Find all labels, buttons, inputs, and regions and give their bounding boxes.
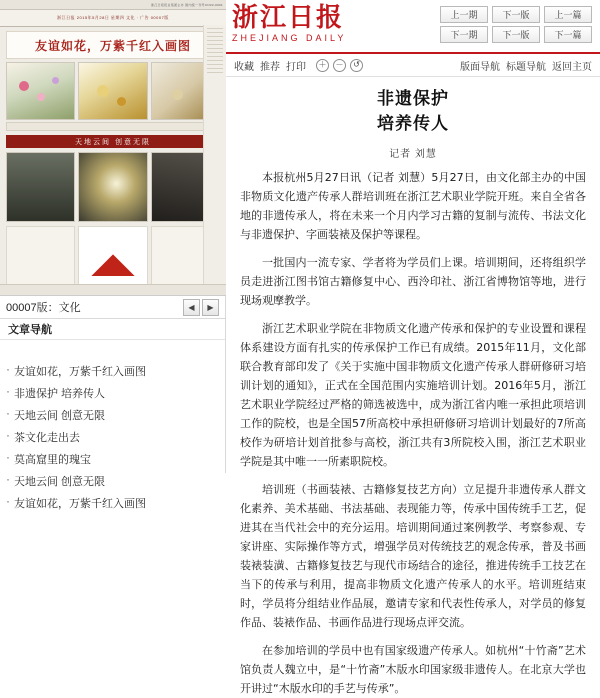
list-item[interactable]: · 天地云间 创意无限 — [0, 404, 225, 426]
thumbnail-section-band — [6, 135, 220, 148]
thumbnail-section-band-text: 天地云间 创意无限 — [75, 138, 151, 146]
article-container — [226, 77, 600, 698]
right-panel — [226, 0, 600, 695]
thumbnail-headline-box — [6, 31, 220, 59]
toc-heading: 文章导航 — [0, 319, 225, 340]
zoom-out-icon[interactable]: － — [333, 59, 346, 72]
page-meta-bar — [0, 296, 225, 319]
next-article-button[interactable]: 下一篇 — [544, 26, 592, 43]
page-navigation-link[interactable]: 版面导航 — [460, 61, 500, 73]
zoom-reset-icon[interactable]: ↺ — [350, 59, 363, 72]
prev-page-icon[interactable]: ◀ — [183, 299, 200, 316]
prev-edition-button[interactable]: 下一版 — [492, 6, 540, 23]
newspaper-page-thumbnail[interactable] — [0, 0, 226, 296]
zoom-controls — [316, 59, 363, 72]
article-toolbar — [226, 54, 600, 77]
toc-list — [0, 356, 225, 514]
masthead-title-cn: 浙江日报 — [232, 3, 345, 33]
page-nav-buttons — [183, 299, 219, 316]
article-paragraph: 在参加培训的学员中也有国家级遗产传承人。如杭州“十竹斋”艺术馆负责人魏立中，是“十竹斋”木版水印国家级非遗传人。在北京大学也开讲过“木版水印的手艺与传承”。 — [240, 644, 586, 695]
article-paragraph: 一批国内一流专家、学者将为学员们上课。培训期间，还将组织学员走进浙江图书馆古籍修复中心、西泠印社、浙江省博物馆等地，进行现场观摩教学。 — [240, 256, 586, 307]
thumbnail-top-bar — [0, 0, 226, 10]
thumbnail-lower-area — [0, 222, 226, 292]
toolbar-right-links — [460, 58, 592, 73]
thumbnail-photo-flowers — [6, 62, 75, 120]
thumbnail-masthead-text: 浙江日报 2015年5月28日 星期四 文化 · 广告 00007版 — [57, 15, 169, 20]
thumbnail-grid-photo-1 — [6, 152, 75, 222]
article-paragraph: 浙江艺术职业学院在非物质文化遗产传承和保护的专业设置和课程体系建设方面有扎实的传承保护工作已有成绩。2015年11月，文化部联合教育部印发了《关于实施中国非物质文化遗产传承人群研修研习培训计划的通知》，正式在全国范围内实施培训计划。2016年5月，浙江艺术职业学院经过严格的筛选被选中，成为浙江省内唯一承担此项培训工作的院校，也是全国57所高校中承担研修研习培训计划最好的7所高校作为研培计划首批参与高校，浙江共有3所院校入围，浙江艺术职业学院是其中唯一一所素职院校。 — [240, 322, 586, 468]
thumbnail-top-bar-text: 浙江日报报业集团主办 国内统一刊号CN33-0001 — [151, 2, 223, 7]
article-title-line-1: 非遗保护 — [377, 89, 449, 109]
next-page-icon[interactable]: ▶ — [202, 299, 219, 316]
article-paragraph: 培训班（书画装裱、古籍修复技艺方向）立足提升非遗传承人群文化素养、美术基础、书法基础、表现能力等，传承中国传统手工艺，促进其在当代社会中的充分运用。培训期间通过案例教学、考察参观、专家讲座、实际操作等方式，增强学员对传统技艺的观念传承，普及书画装裱装潢、古籍修复技艺与现代市场结合的途径，推进传统手工技艺在当下的传承与利用，提高非物质文化遗产传承人的水平。培训班结束时，学员将分组结业作品展，邀请专家和代表性传承人，对学员的修复作品、装裱作品、书画作品进行现场点评交流。 — [240, 483, 586, 629]
article-paragraph: 本报杭州5月27日讯（记者 刘慧）5月27日，由文化部主办的中国非物质文化遗产传承人群培训班在浙江艺术职业学院开班。来自全省各地的非遗传承人，将在未来一个月内学习古籍的复制与流传、书法文化与非遗保护、字画装裱及保护等课程。 — [240, 171, 586, 241]
thumbnail-text-block-left — [6, 226, 75, 292]
zoom-in-icon[interactable]: ＋ — [316, 59, 329, 72]
left-panel — [0, 0, 226, 510]
thumbnail-side-column — [203, 25, 226, 295]
list-item[interactable]: · 友谊如花，万紫千红入画图 — [0, 360, 225, 382]
masthead-logo — [226, 0, 346, 43]
list-item[interactable]: · 天地云间 创意无限 — [0, 470, 225, 492]
thumbnail-red-graphic — [78, 226, 147, 292]
recommend-link[interactable]: 推荐 — [260, 61, 280, 73]
next-issue-button[interactable]: 下一期 — [440, 26, 488, 43]
thumbnail-photo-painting — [78, 62, 147, 120]
list-item[interactable]: · 莫高窟里的瑰宝 — [0, 448, 225, 470]
thumbnail-headline: 友谊如花，万紫千红入画图 — [34, 38, 191, 53]
headline-navigation-link[interactable]: 标题导航 — [506, 61, 546, 73]
print-link[interactable]: 打印 — [286, 61, 306, 73]
list-item[interactable]: · 茶文化走出去 — [0, 426, 225, 448]
thumbnail-grid-photo-2 — [78, 152, 147, 222]
thumbnail-photo-grid — [0, 152, 226, 222]
masthead-title-en: ZHEJIANG DAILY — [232, 33, 347, 43]
prev-article-button[interactable]: 上一篇 — [544, 6, 592, 23]
article-body — [240, 168, 586, 698]
thumbnail-masthead — [0, 10, 226, 27]
list-item[interactable]: · 友谊如花，万紫千红入画图 — [0, 492, 225, 514]
prev-issue-button[interactable]: 上一期 — [440, 6, 488, 23]
article-title-line-2: 培养传人 — [377, 114, 449, 134]
home-link[interactable]: 返回主页 — [552, 61, 592, 73]
page-title — [240, 87, 586, 137]
article-byline: 记者 刘慧 — [389, 149, 437, 160]
favorite-link[interactable]: 收藏 — [234, 61, 254, 73]
thumbnail-photo-row — [0, 62, 226, 120]
list-item[interactable]: · 非遗保护 培养传人 — [0, 382, 225, 404]
issue-nav-buttons — [440, 0, 600, 43]
thumbnail-photo-caption — [6, 122, 220, 131]
next-edition-button[interactable]: 下一版 — [492, 26, 540, 43]
page-number-label: 00007版：文化 — [6, 302, 81, 314]
thumbnail-footer-bar — [0, 284, 226, 295]
masthead — [226, 0, 600, 52]
